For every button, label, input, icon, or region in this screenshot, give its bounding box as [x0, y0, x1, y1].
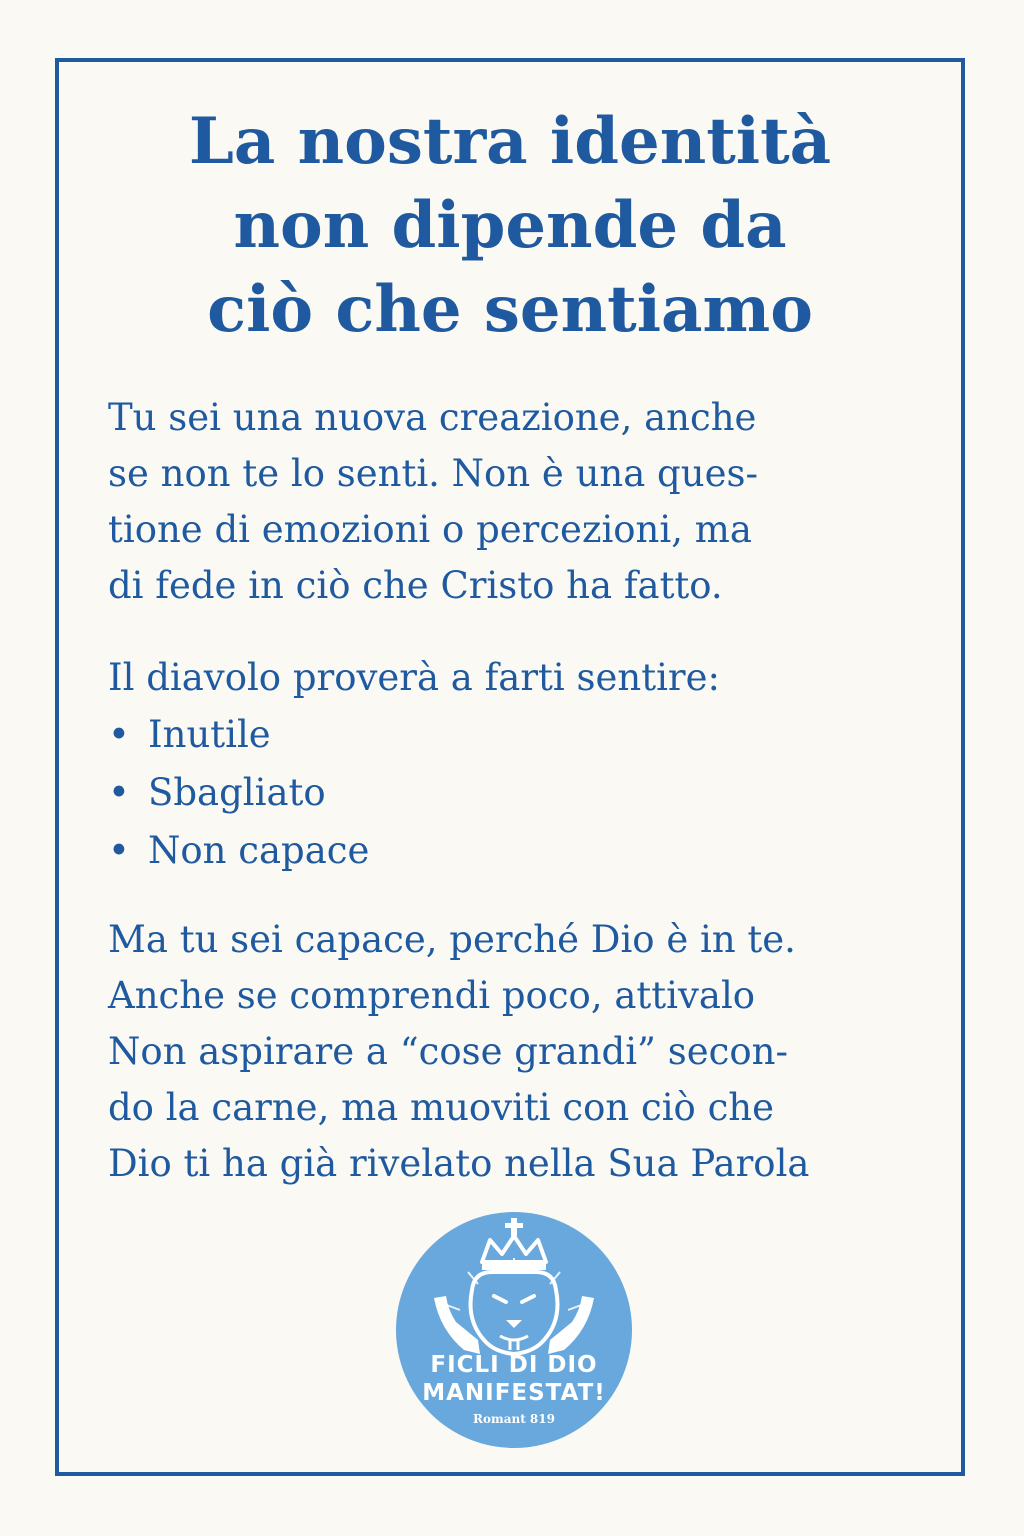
title-line: La nostra identità	[188, 104, 832, 179]
closing-paragraph	[108, 912, 809, 1192]
bullet-icon: •	[108, 829, 130, 872]
devil-intro-text: Il diavolo proverà a farti sentire:	[108, 656, 720, 699]
logo-title-line1: FICLI DI DIO	[430, 1352, 598, 1378]
paragraph-line: do la carne, ma muoviti con ciò che	[108, 1086, 775, 1129]
logo-reference: Romant 819	[473, 1412, 555, 1426]
paragraph-line: tione di emozioni o percezioni, ma	[108, 508, 752, 551]
paragraph-line: Non aspirare a “cose grandi” secon-	[108, 1030, 788, 1073]
title-line: non dipende da	[233, 188, 787, 263]
list-item-label: Sbagliato	[148, 771, 326, 814]
intro-paragraph	[108, 390, 758, 614]
list-item-label: Non capace	[148, 829, 370, 872]
paragraph-line: se non te lo senti. Non è una ques-	[108, 452, 758, 495]
list-item	[108, 764, 369, 822]
list-item	[108, 706, 369, 764]
feelings-list	[108, 706, 369, 880]
bullet-icon: •	[108, 771, 130, 814]
paragraph-line: di fede in ciò che Cristo ha fatto.	[108, 564, 723, 607]
paragraph-line: Tu sei una nuova creazione, anche	[108, 396, 757, 439]
title-line: ciò che sentiamo	[207, 272, 813, 347]
paragraph-line: Ma tu sei capace, perché Dio è in te.	[108, 918, 796, 961]
logo-title-line2: MANIFESTAT!	[422, 1380, 606, 1406]
page-title	[70, 100, 950, 352]
list-item	[108, 822, 369, 880]
bullet-icon: •	[108, 713, 130, 756]
paragraph-line: Anche se comprendi poco, attivalo	[108, 974, 756, 1017]
list-item-label: Inutile	[148, 713, 271, 756]
paragraph-line: Dio ti ha già rivelato nella Sua Parola	[108, 1142, 810, 1185]
